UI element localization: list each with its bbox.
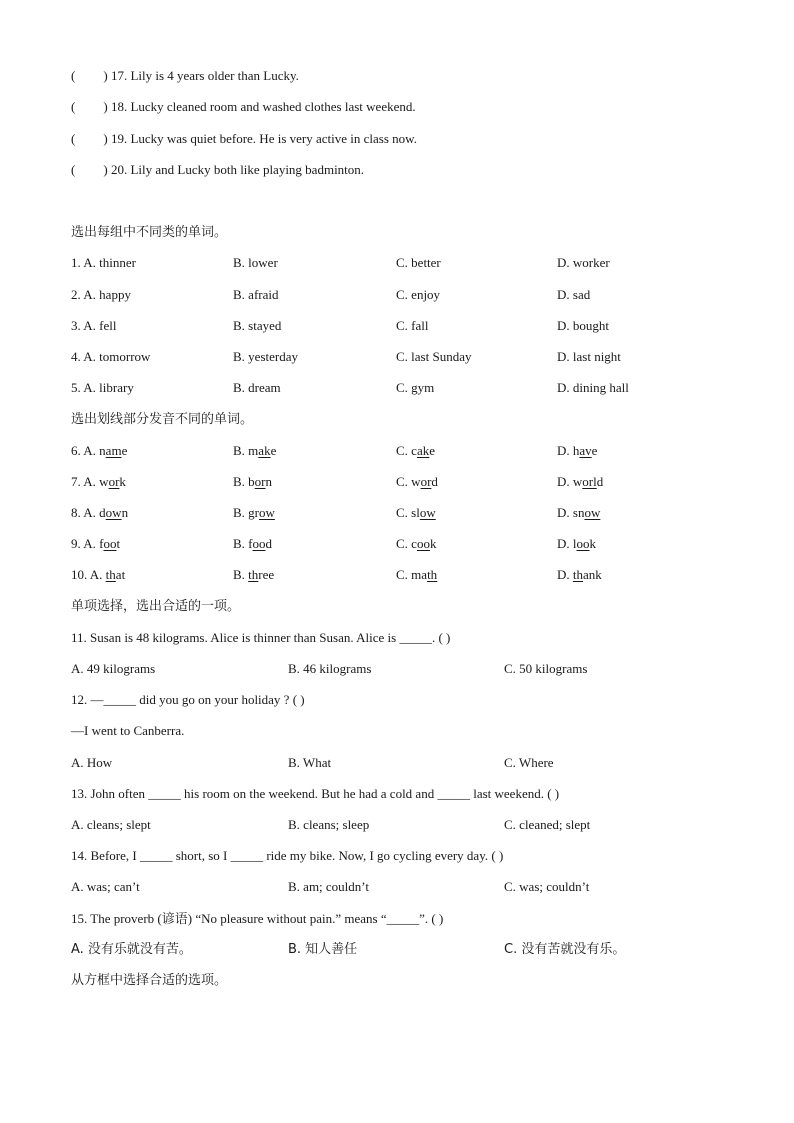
judge-item-19: ( ) 19. Lucky was quiet before. He is very active in class now. (71, 131, 417, 146)
option: D. look (557, 536, 596, 551)
option: D. dining hall (557, 380, 629, 395)
underlined-part: oo (416, 536, 430, 551)
option: D. world (557, 474, 604, 489)
underlined-part: th (248, 567, 259, 582)
underlined-part: oo (576, 536, 590, 551)
option: 3. A. fell (71, 318, 117, 333)
option: C. cleaned; slept (504, 817, 591, 832)
option: C. better (396, 255, 441, 270)
option: B. make (233, 443, 277, 458)
question-11-stem: 11. Susan is 48 kilograms. Alice is thinner than Susan. Alice is _____. ( ) (71, 630, 451, 645)
question-13-stem: 13. John often _____ his room on the weekend. But he had a cold and _____ last weekend. ( ) (71, 786, 560, 801)
option: D. bought (557, 318, 609, 333)
option: A. cleans; slept (71, 817, 151, 832)
underlined-part: orl (582, 474, 597, 489)
option: D. have (557, 443, 598, 458)
underlined-part: ow (419, 505, 436, 520)
option: B. 46 kilograms (288, 661, 372, 676)
option: D. sad (557, 287, 591, 302)
option: B. three (233, 567, 275, 582)
judge-item-17: ( ) 17. Lily is 4 years older than Lucky. (71, 68, 299, 83)
option: B. What (288, 755, 332, 770)
option: C. enjoy (396, 287, 441, 302)
option: B. 知人善任 (288, 942, 358, 957)
underlined-part: oo (103, 536, 117, 551)
option: C. 50 kilograms (504, 661, 588, 676)
option: A. How (71, 755, 113, 770)
option: B. lower (233, 255, 278, 270)
underlined-part: av (579, 443, 592, 458)
section-title-choose-from-box: 从方框中选择合适的选项。 (71, 973, 228, 988)
option: C. fall (396, 318, 429, 333)
underlined-part: ak (258, 443, 271, 458)
underlined-part: oo (252, 536, 266, 551)
option: C. cook (396, 536, 437, 551)
option: D. last night (557, 349, 621, 364)
underlined-part: ow (105, 505, 122, 520)
option: 4. A. tomorrow (71, 349, 151, 364)
underlined-part: or (420, 474, 432, 489)
option: B. afraid (233, 287, 279, 302)
option: C. gym (396, 380, 435, 395)
option: 8. A. down (71, 505, 129, 520)
option: B. grow (233, 505, 275, 520)
option: C. slow (396, 505, 436, 520)
option: 2. A. happy (71, 287, 131, 302)
option: A. 49 kilograms (71, 661, 156, 676)
option: B. cleans; sleep (288, 817, 370, 832)
option: C. cake (396, 443, 436, 458)
underlined-part: ow (584, 505, 601, 520)
option: A. 没有乐就没有苦。 (71, 942, 192, 957)
underlined-part: ow (259, 505, 275, 520)
option: C. word (396, 474, 438, 489)
underlined-part: th (105, 567, 116, 582)
option: C. 没有苦就没有乐。 (504, 942, 626, 957)
option: 7. A. work (71, 474, 126, 489)
option: 5. A. library (71, 380, 134, 395)
option: C. was; couldn’t (504, 879, 590, 894)
option: D. thank (557, 567, 602, 582)
option: A. was; can’t (71, 879, 140, 894)
option: 1. A. thinner (71, 255, 136, 270)
option: B. am; couldn’t (288, 879, 370, 894)
option: D. snow (557, 505, 601, 520)
option: D. worker (557, 255, 610, 270)
underlined-part: am (105, 443, 122, 458)
underlined-part: or (254, 474, 266, 489)
underlined-part: or (108, 474, 120, 489)
section-title-single-choice: 单项选择，选出合适的一项。 (71, 599, 241, 614)
option: 9. A. foot (71, 536, 121, 551)
underlined-part: th (572, 567, 584, 582)
option: B. stayed (233, 318, 282, 333)
option: 10. A. that (71, 567, 126, 582)
option: B. yesterday (233, 349, 298, 364)
question-14-stem: 14. Before, I _____ short, so I _____ ride my bike. Now, I go cycling every day. ( ) (71, 848, 504, 863)
section-title-odd-one-out: 选出每组中不同类的单词。 (71, 225, 228, 240)
option: C. last Sunday (396, 349, 472, 364)
question-12-answer-line: —I went to Canberra. (71, 723, 185, 738)
option: 6. A. name (71, 443, 128, 458)
option: C. math (396, 567, 438, 582)
option: B. food (233, 536, 272, 551)
question-12-stem: 12. —_____ did you go on your holiday ? ( ) (71, 692, 305, 707)
section-title-pronunciation: 选出划线部分发音不同的单词。 (71, 412, 254, 427)
question-15-stem: 15. The proverb (谚语) “No pleasure without pain.” means “_____”. ( ) (71, 911, 444, 926)
option: B. born (233, 474, 273, 489)
option: B. dream (233, 380, 281, 395)
judge-item-20: ( ) 20. Lily and Lucky both like playing badminton. (71, 162, 365, 177)
underlined-part: th (427, 567, 438, 582)
underlined-part: ak (416, 443, 430, 458)
judge-item-18: ( ) 18. Lucky cleaned room and washed clothes last weekend. (71, 99, 416, 114)
option: C. Where (504, 755, 554, 770)
